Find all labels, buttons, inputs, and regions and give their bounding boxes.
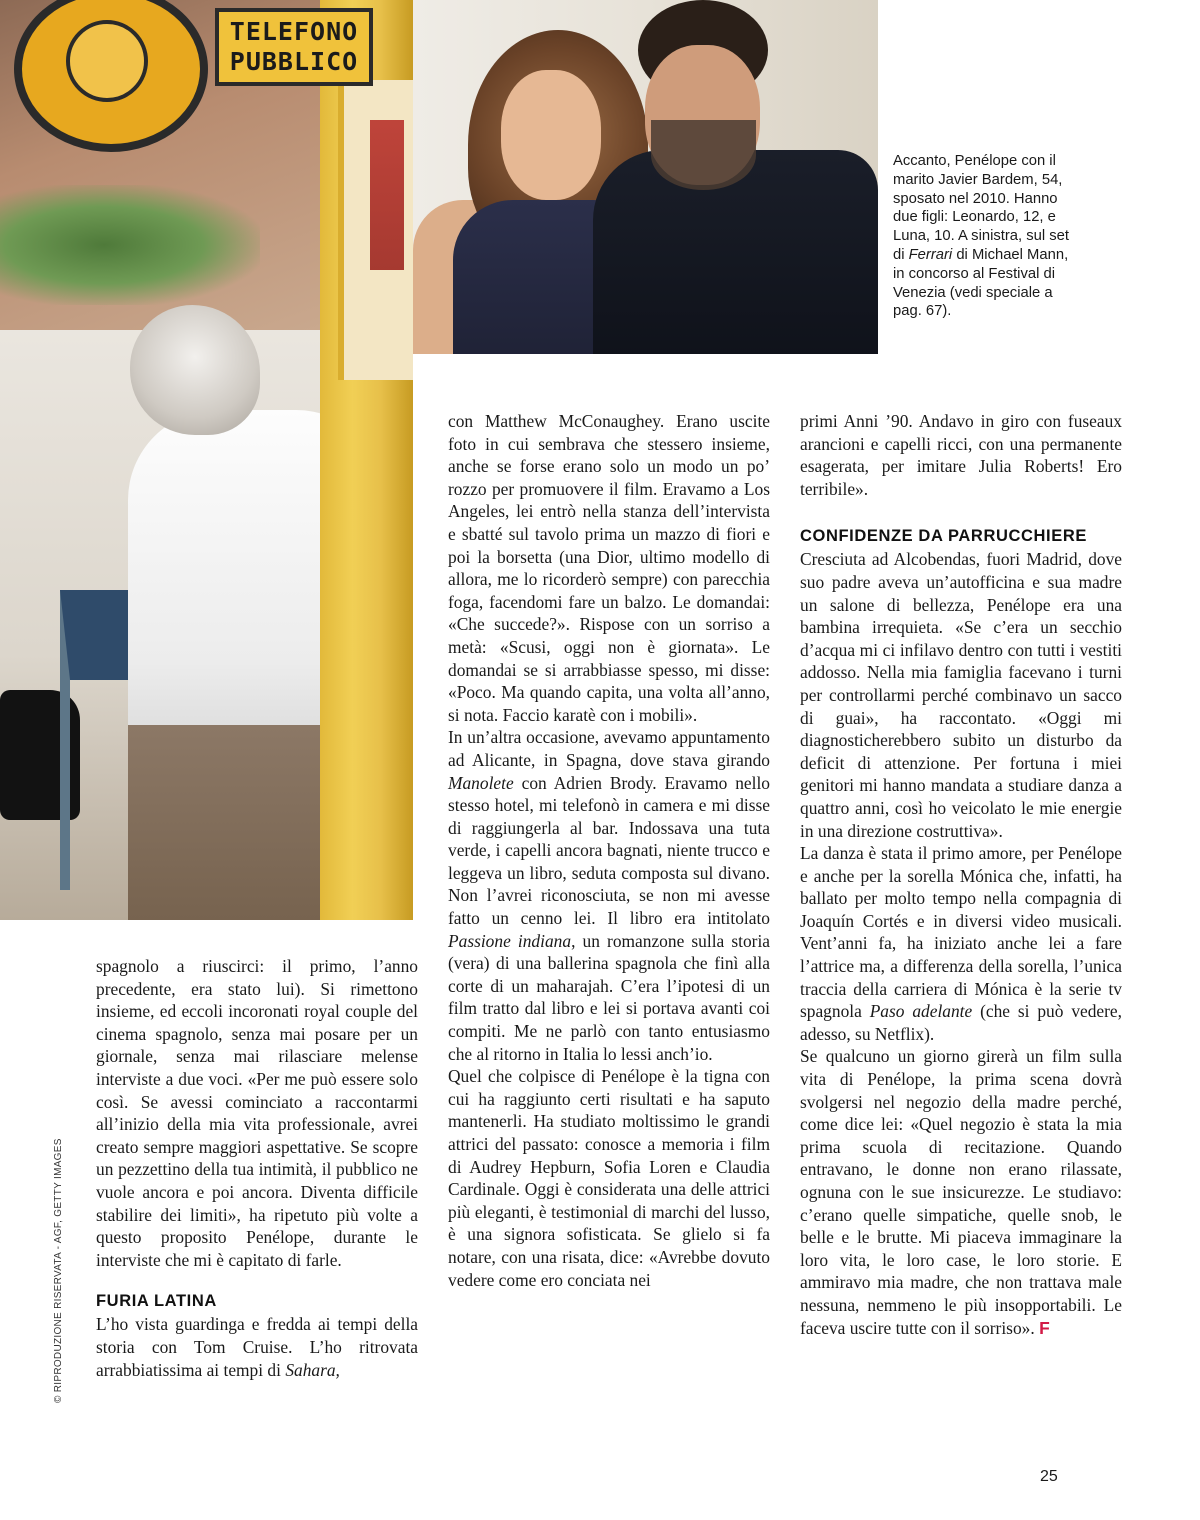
col3-p3-series: Paso adelante (869, 1001, 973, 1022)
photo-booth-brand (370, 120, 404, 270)
article-column-3 (800, 410, 1122, 1339)
photo-credit: © RIPRODUZIONE RISERVATA - AGF, GETTY IMAGES (53, 1138, 64, 1403)
col3-paragraph-3 (800, 842, 1122, 1045)
telephone-dial-icon (66, 20, 148, 102)
photo-caption (893, 152, 1078, 321)
col3-p3-c: (che si può vedere, adesso, su Netflix). (800, 1001, 1123, 1044)
photo-man-head (130, 305, 260, 435)
photo-bushes (0, 185, 260, 305)
col2-p2-c: con Adrien Brody. Eravamo nello stesso hotel, mi telefonò in camera e mi disse di raggiungerla al bar. Indossava una tuta verde, i capelli ancora bagnati, niente trucco e leggeva un libro, seduta composta sul divano. Non l’avrei riconosciuta, se non mi avesse fatto un cenno lei. Il libro era intitolato (448, 772, 770, 929)
col3-paragraph-1: primi Anni ’90. Andavo in giro con fuseaux arancioni e capelli ricci, con una permanente esagerata, per imitare Julia Roberts! Ero terribile». (800, 411, 1122, 499)
col2-p2-book: Passione indiana (448, 930, 572, 951)
col3-paragraph-2: Cresciuta ad Alcobendas, fuori Madrid, dove suo padre aveva un’autofficina e sua madre un salone di bellezza, Penélope era una bambina irrequieta. «Se c’era un secchio d’acqua mi ci infilavo dentro con tutti i vestiti addosso. Nella mia famiglia facevano i turni per controllarmi perché combinavo un sacco di guai», ha raccontato. «Oggi mi diagnosticherebbero subito un disturbo da deficit di attenzione. Per fortuna i miei genitori mi hanno mandata a studiare danza a quattro anni, così ho veicolato le mie energie in una direzione costruttiva». (800, 549, 1122, 841)
caption-title: Ferrari (908, 246, 953, 263)
phone-sign-line2: PUBBLICO (229, 47, 359, 76)
article-column-2 (448, 410, 770, 1291)
photo-couple (413, 0, 878, 354)
caption-text (893, 152, 1078, 321)
phone-sign-line1: TELEFONO (229, 17, 359, 46)
caption-part1: Accanto, Penélope con il marito Javier Bardem, 54, sposato nel 2010. Hanno due figli: Leonardo, 12, e Luna, 10. A sinistra, sul set di (893, 153, 1070, 263)
photo-woman-face (501, 70, 601, 200)
col2-p2-a: In un’altra occasione, avevamo appuntamento ad Alicante, in Spagna, dove stava girando (448, 727, 770, 770)
col1-p2-text: L’ho vista guardinga e fredda ai tempi della storia con Tom Cruise. L’ho ritrovata arrabbiatissima ai tempi di (96, 1314, 418, 1380)
col1-paragraph-1: spagnolo a riuscirci: il primo, l’anno precedente, era stato lui). Si rimettono insieme, ed eccoli incoronati royal couple del cinema spagnolo, senza mai posare per un giornale, senza mai rilasciare melense interviste a due voci. «Per me può essere solo così. Se avessi cominciato a raccontarmi all’inizio della mia vita professionale, avrei creato sempre maggiori aspettative. Se scopre un pezzettino della tua intimità, il pubblico ne vuole ancora e poi ancora. Diventa difficile stabilire dei limiti», ha ripetuto più volte a questo proposito Penélope, durante le interviste che mi è capitato di farle. (96, 956, 418, 1270)
section-heading-furia-latina: FURIA LATINA (96, 1292, 217, 1311)
col2-p2-film: Manolete (448, 772, 514, 793)
photo-film-set (0, 0, 413, 920)
section-heading-confidenze: CONFIDENZE DA PARRUCCHIERE (800, 527, 1087, 546)
col1-paragraph-2 (96, 1313, 418, 1381)
article-column-1 (96, 955, 418, 1381)
col3-p4-text: Se qualcuno un giorno girerà un film sulla vita di Penélope, la prima scena dovrà svolgersi nel negozio della madre perché, come dice lei: «Quel negozio è stata la mia prima scuola di recitazione. Quando entravano, le donne non erano rilassate, ognuna con le sue insicurezze. Le studiavo: c’erano quelle simpatiche, quelle snob, le belle e le brutte. Mi piaceva immaginare la loro vita, le loro case, le loro storie. E ammiravo mia madre, che non trattava male nessuna, nemmeno le più insopportabili. Le faceva uscire tutte con il sorriso». (800, 1046, 1122, 1338)
page-number: 25 (1040, 1468, 1058, 1485)
photo-man-beard (651, 120, 756, 190)
phone-sign (215, 8, 373, 86)
end-of-article-mark: F (1039, 1317, 1050, 1338)
col2-paragraph-3: Quel che colpisce di Penélope è la tigna con cui ha raggiunto certi risultati e ha saputo mantenerli. Ha studiato moltissimo le grandi attrici del passato: conosce a memoria i film di Audrey Hepburn, Sofia Loren e Claudia Cardinale. Oggi è considerata una delle attrici più eleganti, è testimonial di marchi del lusso, è una signora sofisticata. Se glielo si fa notare, con una risata, dice: «Avrebbe dovuto vedere come ero conciata nei (448, 1066, 770, 1290)
col2-p2-e: , un romanzone sulla storia (vera) di una ballerina spagnola che finì alla corte di un maharajah. C’era l’ipotesi di un film tratto dal libro e lei si portava avanti coi compiti. Me ne parlò con tanto entusiasmo che al ritorno in Italia lo lessi anch’io. (448, 930, 770, 1064)
col3-paragraph-4 (800, 1045, 1122, 1339)
caption-part2: di Michael Mann, in concorso al Festival di Venezia (vedi speciale a pag. 67). (893, 246, 1069, 320)
col3-p3-a: La danza è stata il primo amore, per Penélope e anche per la sorella Mónica che, infatti, ha ballato per molto tempo nella compagnia di Joaquín Cortés e in diversi video musicali. Vent’anni fa, ha iniziato anche lei a fare l’attrice ma, a differenza della sorella, l’unica traccia della carriera di Mónica è la serie tv spagnola (800, 843, 1122, 1022)
col2-paragraph-1: con Matthew McConaughey. Erano uscite foto in cui sembrava che stessero insieme, anche se forse erano solo un modo un po’ rozzo per promuovere il film. Eravamo a Los Angeles, lei entrò nella stanza dell’intervista e sbatté sul tavolo prima un mazzo di fiori e poi la borsetta (una Dior, ultimo modello di allora, me lo ricorderò sempre) con parecchia foga, facendomi fare un balzo. Le domandai: «Che succede?». Rispose con un sorriso a metà: «Scusi, oggi non è giornata». Le domandai se si arrabbiasse spesso, mi disse: «Poco. Ma quando capita, una volta all’anno, si nota. Faccio karatè con i mobili». (448, 411, 770, 725)
col1-p2-film: Sahara, (285, 1359, 340, 1380)
photo-man-pants (128, 725, 328, 920)
photo-phone-booth (320, 0, 413, 920)
col2-paragraph-2 (448, 726, 770, 1065)
